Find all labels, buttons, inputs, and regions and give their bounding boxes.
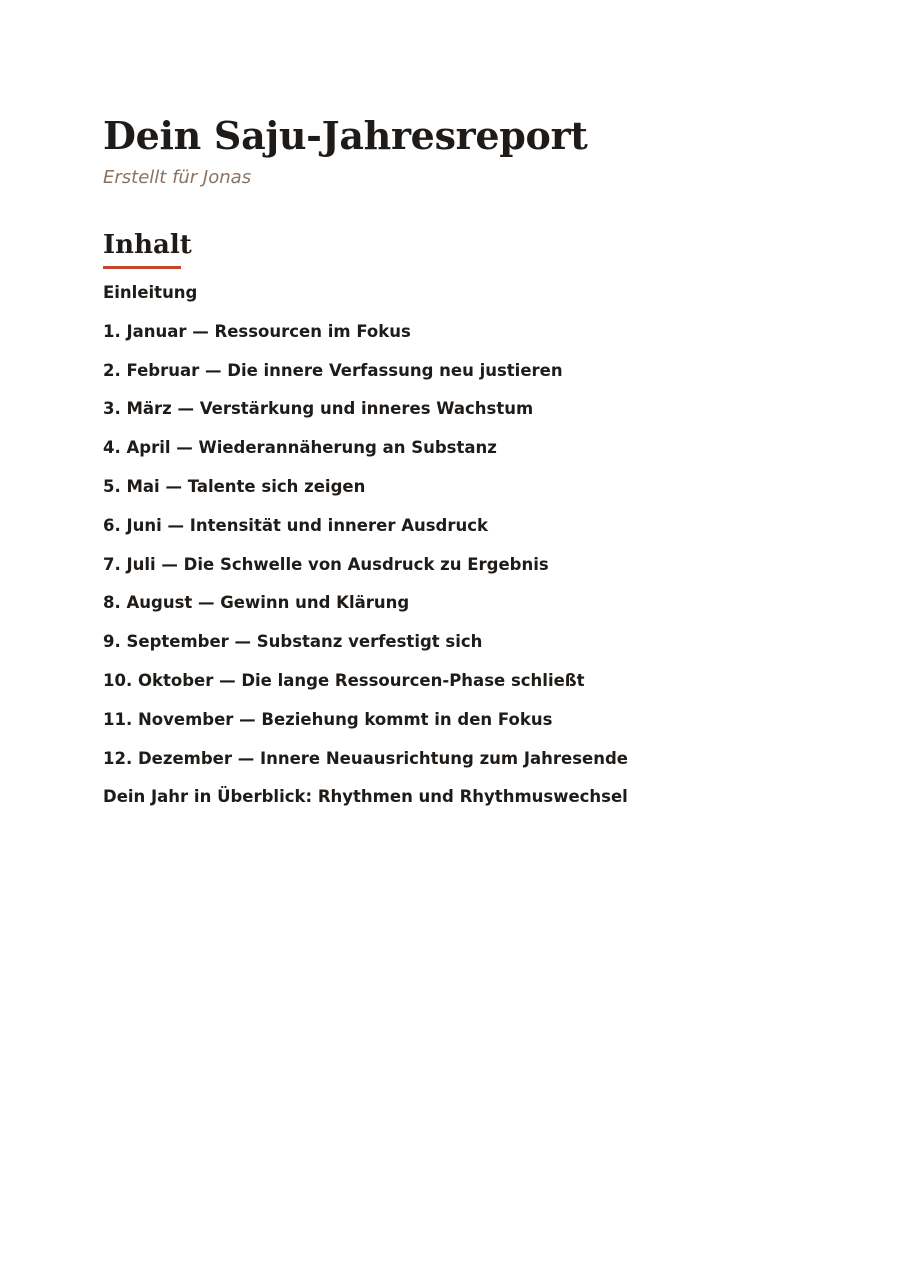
toc-item-februar[interactable]: 2. Februar — Die innere Verfassung neu justieren [103, 360, 563, 380]
table-of-contents [103, 190, 803, 826]
toc-item-april[interactable]: 4. April — Wiederannäherung an Substanz [103, 438, 497, 458]
toc-heading-underline [103, 266, 181, 269]
toc-item-dezember[interactable]: 12. Dezember — Innere Neuausrichtung zum Jahresende [103, 748, 628, 768]
report-page [103, 112, 803, 826]
toc-item-juni[interactable]: 6. Juni — Intensität und innerer Ausdruck [103, 515, 488, 535]
toc-item-einleitung[interactable]: Einleitung [103, 283, 198, 302]
toc-heading: Inhalt [103, 230, 192, 260]
toc-item-august[interactable]: 8. August — Gewinn und Klärung [103, 593, 410, 613]
toc-item-jahresueberblick[interactable]: Dein Jahr in Überblick: Rhythmen und Rhythmuswechsel [103, 787, 628, 807]
report-subtitle: Erstellt für Jonas [103, 167, 252, 188]
toc-list [103, 283, 803, 826]
toc-item-november[interactable]: 11. November — Beziehung kommt in den Fokus [103, 709, 553, 729]
toc-item-januar[interactable]: 1. Januar — Ressourcen im Fokus [103, 321, 411, 341]
toc-item-maerz[interactable]: 3. März — Verstärkung und inneres Wachstum [103, 399, 534, 419]
report-title: Dein Saju-Jahresreport [103, 113, 588, 158]
toc-item-juli[interactable]: 7. Juli — Die Schwelle von Ausdruck zu Ergebnis [103, 554, 549, 574]
toc-item-oktober[interactable]: 10. Oktober — Die lange Ressourcen-Phase schließt [103, 670, 585, 690]
toc-item-mai[interactable]: 5. Mai — Talente sich zeigen [103, 476, 366, 496]
toc-item-september[interactable]: 9. September — Substanz verfestigt sich [103, 632, 483, 652]
